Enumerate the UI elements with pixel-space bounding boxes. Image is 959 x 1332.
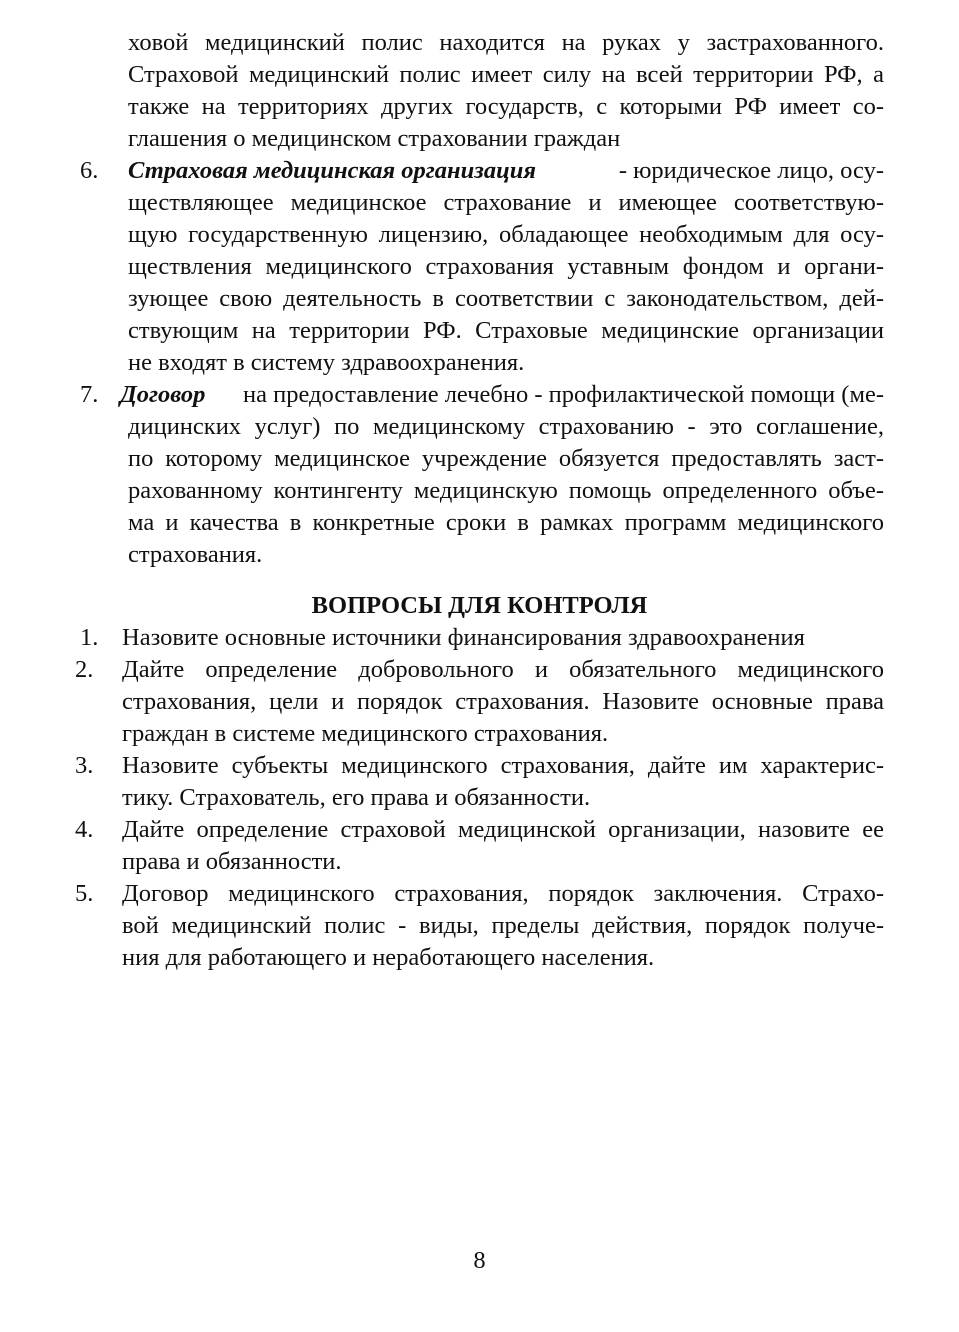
definition-line: ществления медицинского страхования уставным фондом и органи-	[128, 253, 884, 280]
definition-number: 7.	[80, 381, 99, 408]
question-number: 5.	[75, 880, 94, 907]
definition-first-line	[120, 379, 884, 411]
definition-line: ма и качества в конкретные сроки в рамках программ медицинского	[128, 509, 884, 536]
question-number: 4.	[75, 816, 94, 843]
page-number: 8	[473, 1247, 486, 1274]
definition-line: по которому медицинское учреждение обязуется предоставлять заст-	[128, 445, 884, 472]
question-number: 1.	[80, 624, 99, 651]
definition-line: щую государственную лицензию, обладающее необходимым для осу-	[128, 221, 884, 248]
definition-number: 6.	[80, 157, 99, 184]
definition-line: рахованному контингенту медицинскую помощь определенного объе-	[128, 477, 884, 504]
continuation-line: Страховой медицинский полис имеет силу на всей территории РФ, а	[128, 61, 884, 88]
definition-text: на предоставление лечебно - профилактической помощи (ме-	[243, 381, 884, 408]
question-number: 3.	[75, 752, 94, 779]
question-number: 2.	[75, 656, 94, 683]
question-line: граждан в системе медицинского страхования.	[122, 720, 609, 747]
definition-line: ствующим на территории РФ. Страховые медицинские организации	[128, 317, 884, 344]
definition-term: Страховая медицинская организация	[128, 157, 536, 184]
questions-heading: ВОПРОСЫ ДЛЯ КОНТРОЛЯ	[311, 592, 648, 619]
question-line: ния для работающего и неработающего населения.	[122, 944, 655, 971]
continuation-line: ховой медицинский полис находится на руках у застрахованного.	[128, 29, 884, 56]
question-line: Дайте определение добровольного и обязательного медицинского	[122, 656, 884, 683]
definition-line: ществляющее медицинское страхование и имеющее соответствую-	[128, 189, 884, 216]
question-line: Дайте определение страховой медицинской организации, назовите ее	[122, 816, 884, 843]
question-line: Назовите субъекты медицинского страхования, дайте им характерис-	[122, 752, 884, 779]
definition-line: страхования.	[128, 541, 263, 568]
question-line: права и обязанности.	[122, 848, 342, 875]
definition-line: не входят в систему здравоохранения.	[128, 349, 525, 376]
continuation-line: также на территориях других государств, с которыми РФ имеет со-	[128, 93, 884, 120]
question-line: Назовите основные источники финансирования здравоохранения	[122, 624, 805, 651]
definition-line: дицинских услуг) по медицинскому страхованию - это соглашение,	[128, 413, 884, 440]
question-line: страхования, цели и порядок страхования. Назовите основные права	[122, 688, 884, 715]
question-line: вой медицинский полис - виды, пределы действия, порядок получе-	[122, 912, 884, 939]
continuation-line: глашения о медицинском страховании граждан	[128, 125, 621, 152]
question-line: тику. Страхователь, его права и обязанности.	[122, 784, 591, 811]
definition-line: зующее свою деятельность в соответствии с законодательством, дей-	[128, 285, 884, 312]
definition-text: - юридическое лицо, осу-	[618, 157, 884, 184]
definition-term: Договор	[120, 381, 206, 408]
question-line: Договор медицинского страхования, порядок заключения. Страхо-	[122, 880, 884, 907]
definition-first-line	[128, 155, 884, 187]
